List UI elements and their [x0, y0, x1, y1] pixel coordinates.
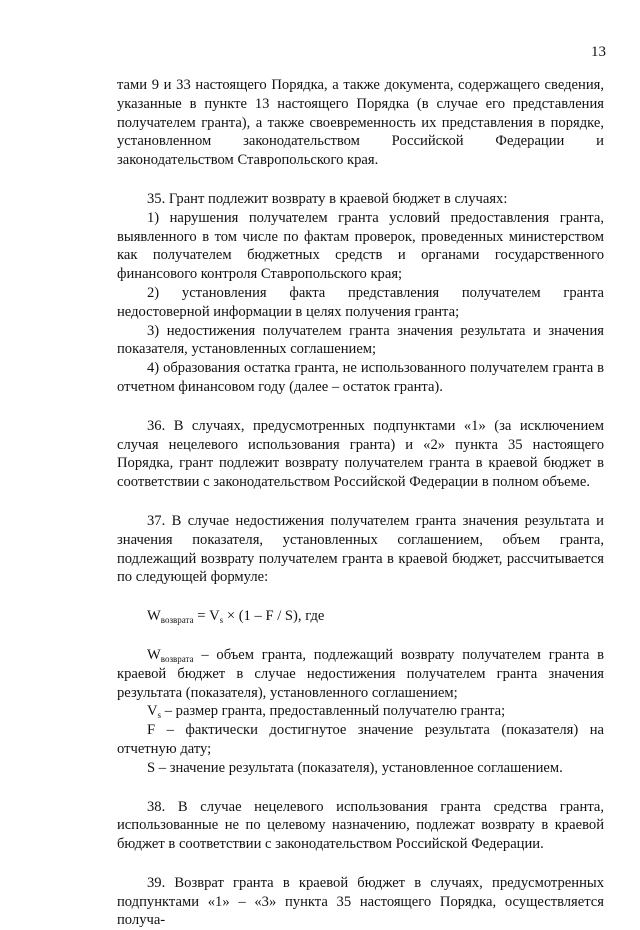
formula-w-subscript: возврата [160, 615, 194, 626]
definition-v-subscript: s [157, 710, 162, 721]
paragraph-37: 37. В случае недостижения получателем гранта значения результата и значения показателя, установленных соглашением, объем гранта, подлежащий возврату получателем гранта в краевой бюджет, рассчитывается по следующей формуле: [117, 512, 604, 586]
spacer [117, 587, 604, 607]
paragraph-35-item-4: 4) образования остатка гранта, не использованного получателем гранта в отчетном финансовом году (далее – остаток гранта). [117, 360, 604, 395]
spacer [117, 778, 604, 798]
paragraph-36: 36. В случаях, предусмотренных подпунктами «1» (за исключением случая нецелевого использования гранта) и «2» пункта 35 настоящего Порядка, грант подлежит возврату получателем гранта в краевой бюджет в соответствии с законодательством Российской Федерации в полном объеме. [117, 417, 604, 491]
definition-f: F – фактически достигнутое значение результата (показателя) на отчетную дату; [117, 722, 604, 757]
spacer [117, 626, 604, 646]
paragraph-35-item-1: 1) нарушения получателем гранта условий предоставления гранта, выявленного в том числе по фактам проверок, проведенных министерством как получателем бюджетных средств и органами государственного финансового контроля Ставропольского края; [117, 209, 604, 283]
paragraph-35-item-2: 2) установления факта представления получателем гранта недостоверной информации в целях получения гранта; [117, 284, 604, 320]
document-body [117, 76, 604, 930]
definition-w-symbol: W [147, 646, 161, 663]
paragraph-continuation: тами 9 и 33 настоящего Порядка, а также документа, содержащего сведения, указанные в пункте 13 настоящего Порядка (в случае его представления получателем гранта), а также своевременность их представления в порядке, установленном законодательством Российской Федерации и законодательством Ставропольского края. [117, 77, 604, 169]
formula [117, 607, 604, 626]
paragraph-38: 38. В случае нецелевого использования гранта средства гранта, использованные не по целевому назначению, подлежат возврату в краевой бюджет в соответствии с законодательством Российской Федерации. [117, 798, 604, 853]
formula-w: W [147, 608, 161, 625]
spacer [117, 397, 604, 417]
spacer [117, 170, 604, 190]
definition-v-symbol: V [147, 703, 158, 720]
formula-v-subscript: s [219, 615, 224, 626]
spacer [117, 854, 604, 874]
formula-eq: = V [193, 608, 220, 625]
definition-w [117, 646, 604, 702]
definition-s: S – значение результата (показателя), установленное соглашением. [147, 759, 563, 776]
page-number: 13 [591, 44, 606, 60]
definition-w-subscript: возврата [160, 653, 194, 664]
formula-rest: × (1 – F / S), где [223, 608, 325, 625]
spacer [117, 492, 604, 512]
definition-v [117, 702, 604, 721]
definition-w-text: – объем гранта, подлежащий возврату получателем гранта в краевой бюджет в случае недостижения получателем гранта значения результата (показателя), установленного соглашением; [117, 646, 604, 701]
paragraph-35-item-3: 3) недостижения получателем гранта значения результата и значения показателя, установленных соглашением; [117, 322, 604, 358]
paragraph-35-intro: 35. Грант подлежит возврату в краевой бюджет в случаях: [147, 190, 508, 207]
definition-v-text: – размер гранта, предоставленный получателю гранта; [161, 703, 506, 720]
paragraph-39: 39. Возврат гранта в краевой бюджет в случаях, предусмотренных подпунктами «1» – «3» пункта 35 настоящего Порядка, осуществляется получа- [117, 874, 604, 929]
